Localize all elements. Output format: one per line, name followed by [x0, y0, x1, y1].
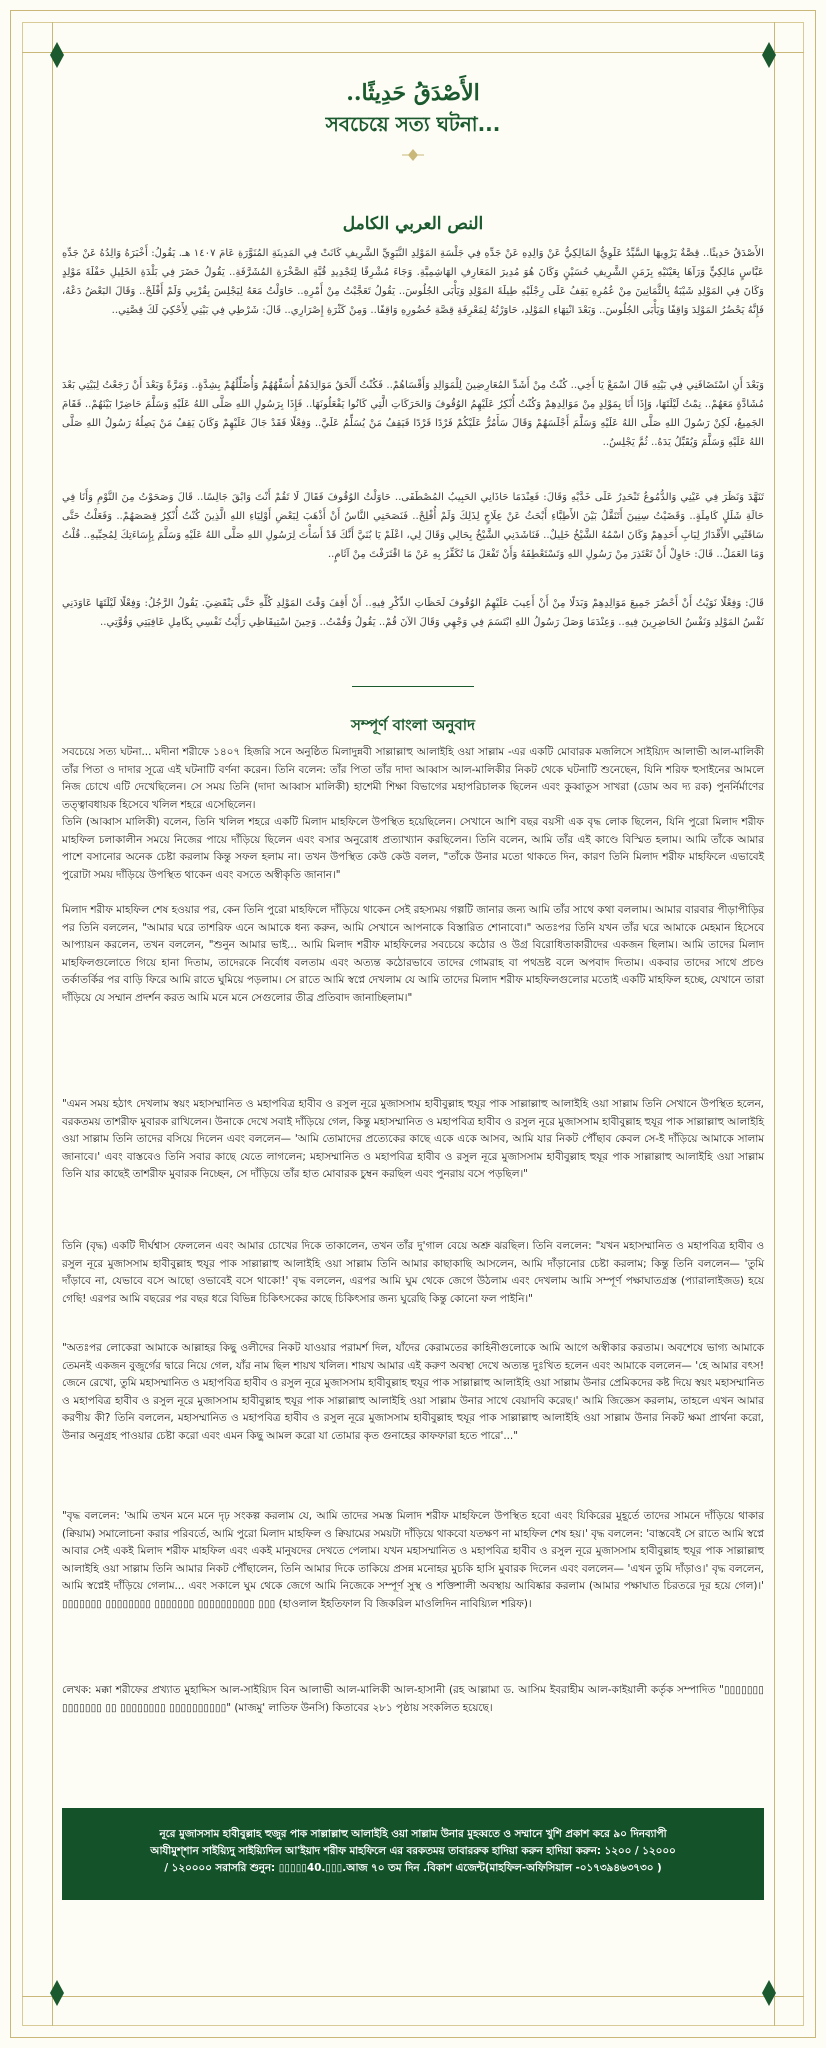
- top-rule: [22, 52, 804, 53]
- bengali-paragraph: "বৃদ্ধ বললেন: 'আমি তখন মনে মনে দৃঢ় সংকল্প করলাম যে, আমি তাদের সমস্ত মিলাদ শরীফ মাহফিলে উপস্থিত হবো এবং যিকিরের মুহূর্তে তাদের সামনে দাঁড়িয়ে থাকার (ক্বিয়াম) সমালোচনা করার পরিবর্তে, আমি পুরো মিলাদ মাহফিল ও ক্বিয়ামের সময়টা দাঁড়িয়ে থাকবো যতক্ষণ না মাহফিল শেষ হয়।' বৃদ্ধ বললেন: 'বাস্তবেই সে রাতে আমি স্বপ্নে আবার সেই একই মিলাদ শরীফ মাহফিল এবং একই মানুষদের দেখতে পেলাম। যখন মহাসম্মানিত ও মহাপবিত্র হাবীব ও রসুল নূরে মুজাসসাম হাবীবুল্লাহ হুযূর পাক সাল্লাল্লাহু আলাইহি ওয়া সাল্লাম তিনি আমার নিকট পৌঁছালেন, তিনি আমার দিকে তাকিয়ে প্রসন্ন মনোহর মুচকি হাসি মুবারক দিলেন এবং বললেন— 'এখন তুমি দাঁড়াও।' বৃদ্ধ বললেন, আমি স্বপ্নেই দাঁড়িয়ে গেলাম... এবং সকালে ঘুম থেকে জেগে আমি নিজেকে সম্পূর্ণ সুস্থ ও শক্তিশালী অবস্থায় আবিষ্কার করলাম (আমার পক্ষাঘাত চিরতরে দূর হয়ে গেল)।' ▯▯▯▯▯▯▯ ▯▯▯▯▯▯▯▯ ▯▯▯▯▯▯▯ ▯▯▯▯▯▯▯▯▯▯ ▯▯▯ (হাওলাল ইহতিফাল বি জিকরিল মাওলিদিন নাবিয়্যিল শরিফ)।: [62, 1510, 764, 1610]
- banner-line-2: আযীমুশ্শান সাইয়্যিদু সাইয়্যিদিল আ'ইয়াদ শরীফ মাহফিলে এর বরকতময় তাবাররুক হাদিয়া করুন হাদিয়া করুন: ১২০০ / ১২০০০: [150, 1845, 676, 1857]
- donation-banner: [62, 1808, 764, 1900]
- bengali-paragraph: সবচেয়ে সত্য ঘটনা... মদীনা শরীফে ১৪০৭ হিজরি সনে অনুষ্ঠিত মিলাদুন্নবী সাল্লাল্লাহু আলাইহি ওয়া সাল্লাম -এর একটি মোবারক মজলিসে সাইয়্যিদ আলাভী আল-মালিকী তাঁর পিতা ও দাদার সূত্রে এই ঘটনাটি বর্ণনা করেন। তিনি বলেন: তাঁর পিতা তাঁর দাদা আব্বাস আল-মালিকীর নিকট থেকে ঘটনাটি শুনেছেন, যিনি শরিফ হুসাইনের আমলে নিজ চোখে এটি দেখেছিলেন। সে সময় তিনি (দাদা আব্বাস মালিকী) হাশেমী শিক্ষা বিভাগের মহাপরিচালক ছিলেন এবং কুব্বাতুস সাখরা (ডোম অব দ্য রক) পুনর্নির্মাণের তত্ত্বাবধায়ক হিসেবে খলিল শহরে এসেছিলেন।: [62, 746, 764, 811]
- bengali-paragraph: তিনি (আব্বাস মালিকী) বলেন, তিনি খলিল শহরে একটি মিলাদ মাহফিলে উপস্থিত হয়েছিলেন। সেখানে আশি বছর বয়সী এক বৃদ্ধ লোক ছিলেন, যিনি পুরো মিলাদ শরীফ মাহফিল চলাকালীন সময়ে নিজের পায়ে দাঁড়িয়ে ছিলেন এবং বসার অনুরোধ প্রত্যাখ্যান করছিলেন। তিনি বলেন, আমি তাঁর এই কাণ্ডে বিস্মিত হলাম। আমি তাঁকে আমার পাশে বসানোর অনেক চেষ্টা করলাম কিন্তু সফল হলাম না। তখন উপস্থিত কেউ কেউ বলল, "তাঁকে উনার মতো থাকতে দিন, কারণ তিনি মিলাদ শরীফ মাহফিলে এভাবেই পুরোটা সময় দাঁড়িয়ে উপস্থিত থাকেন এবং বসতে অস্বীকৃতি জানান।": [62, 816, 764, 881]
- inner-border: [22, 22, 804, 2026]
- arabic-paragraph: وَبَعْدَ أَنِ اسْتَضَافَنِي فِي بَيْتِهِ قَالَ اسْمَعْ يَا أَخِي.. كُنْتُ مِنْ أَشَدِّ المُعَارِضِينَ لِلْمَوَالِدِ وَأَقْسَاهُمْ.. فَكُنْتُ أَلْحَقُ مَوَالِدَهُمْ أُسَفِّهُهُمْ وَأُضَلِّلُهُمْ بِشِدَّةٍ.. وَمَرَّةً وَبَعْدَ أَنْ رَجَعْتُ لِبَيْتِي بَعْدَ مُشَادَّةٍ مَعَهُمْ.. نِمْتُ لَيْلَتَهَا، وَإِذَا أَنَا بِمَوْلِدٍ مِنْ مَوَالِدِهِمْ وَكُنْتُ أُنْكِرُ عَلَيْهِمُ الوُقُوفَ وَالحَرَكَاتِ الَّتِي كَانُوا يَفْعَلُونَهَا.. فَإِذَا بِرَسُولِ اللهِ صَلَّى اللهُ عَلَيْهِ وَسَلَّمَ حَاضِرًا بَيْنَهُمْ.. فَقَامَ الجَمِيعُ، لَكِنْ رَسُولَ اللهِ صَلَّى اللهُ عَلَيْهِ وَسَلَّمَ أَجْلَسَهُمْ وَقَالَ سَأَمُرُّ عَلَيْكُمْ فَرْدًا فَرْدًا فَيَقِفُ مَنْ يُسَلِّمُ عَلَيَّ.. وَفِعْلًا فَقَدْ جَالَ عَلَيْهِمْ وَكَانَ يَقِفُ مَنْ يَصِلُهُ رَسُولُ اللهِ صَلَّى اللهُ عَلَيْهِ وَسَلَّمَ وَيُقَبِّلُ يَدَهُ.. ثُمَّ يَجْلِسُ..: [62, 380, 764, 448]
- divider-ornament-icon: [402, 148, 424, 162]
- left-rule: [52, 22, 53, 2026]
- bengali-section-heading: সম্পূর্ণ বাংলা অনুবাদ: [350, 716, 475, 734]
- banner-line-3: / ১২০০০০ সরাসরি শুনুন: ▯▯▯▯▯40.▯▯▯.আজ ৭০ তম দিন .বিকাশ এজেন্ট(মাহফিল-অফিসিয়াল -০১৭৩৯৪৬৩৭৩০ ): [164, 1862, 662, 1874]
- bengali-paragraph: "অতঃপর লোকেরা আমাকে আল্লাহর কিছু ওলীদের নিকট যাওয়ার পরামর্শ দিল, যাঁদের কেরামতের কাহিনীগুলোকে আমি আগে অস্বীকার করতাম। অবশেষে ভাগ্য আমাকে তেমনই একজন বুজুর্গের দ্বারে নিয়ে গেল, যাঁর নাম ছিল শায়খ খলিল। শায়খ আমার এই করুণ অবস্থা দেখে অত্যন্ত দুঃখিত হলেন এবং আমাকে বললেন— 'হে আমার বৎস! জেনে রেখো, তুমি মহাসম্মানিত ও মহাপবিত্র হাবীব ও রসুল নূরে মুজাসসাম হাবীবুল্লাহ হুযূর পাক সাল্লাল্লাহু আলাইহি ওয়া সাল্লাম উনার প্রেমিকদের কষ্ট দিয়ে স্বয়ং মহাসম্মানিত ও মহাপবিত্র হাবীব ও রসুল নূরে মুজাসসাম হাবীবুল্লাহ হুযূর পাক সাল্লাল্লাহু আলাইহি ওয়া সাল্লাম উনার সাথে বেয়াদবি করেছ।' আমি জিজ্ঞেস করলাম, তাহলে এখন আমার করণীয় কী? তিনি বললেন, মহাসম্মানিত ও মহাপবিত্র হাবীব ও রসুল নূরে মুজাসসাম হাবীবুল্লাহ হুযূর পাক সাল্লাল্লাহু আলাইহি ওয়া সাল্লাম উনার নিকট ক্ষমা প্রার্থনা করো, উনার অনুগ্রহ পাওয়ার চেষ্টা করো এবং এমন কিছু আমল করো যা তোমার কৃত গুনাহের কাফফারা হতে পারে'...": [62, 1342, 764, 1442]
- arabic-paragraph: الأَصْدَقُ حَدِيثًا.. قِصَّةٌ يَرْوِيهَا السَّيِّدُ عَلَوِيُّ المَالِكِيُّ عَنْ وَالِدِهِ عَنْ جَدِّهِ فِي جَلْسَةِ المَوْلِدِ النَّبَوِيِّ الشَّرِيفِ كَانَتْ فِي المَدِينَةِ المُنَوَّرَةِ عَامَ ١٤٠٧ هـ. يَقُولُ: أَخْبَرَهُ وَالِدُهُ عَنْ جَدِّهِ عَبَّاسٍ مَالِكِيٍّ وَرَآهَا بِعَيْنَيْهِ بِزَمَنِ الشَّرِيفِ حُسَيْنٍ وَكَانَ هُوَ مُدِيرَ المَعَارِفِ الهَاشِمِيَّةِ. وَجَاءَ مُشْرِفًا لِتَجْدِيدِ قُبَّةِ الصَّخْرَةِ المُشَرَّفَةِ.. يَقُولُ حَضَرَ فِي بَلْدَةِ الخَلِيلِ حَفْلَةَ مَوْلِدٍ وَكَانَ فِي المَوْلِدِ شَيْبَةٌ بِالثَّمَانِينَ مِنْ عُمُرِهِ يَقِفُ عَلَى رِجْلَيْهِ طِيلَةَ المَوْلِدِ وَيَأْبَى الجُلُوسَ.. يَقُولُ تَعَجَّبْتُ مِنْ أَمْرِهِ.. حَاوَلْتُ مَعَهُ لِيَجْلِسَ بِقُرْبِي وَلَمْ أَفْلَحْ.. وَقَالَ البَعْضُ دَعْهُ، فَإِنَّهُ يَحْضُرُ المَوْلِدَ وَاقِفًا وَيَأْبَى الجُلُوسَ.. وَبَعْدَ انْتِهَاءِ المَوْلِدِ، حَاوَرْتُهُ لِمَعْرِفَةِ قِصَّةِ حُضُورِهِ وَاقِفًا.. وَمِنْ كَثْرَةِ إِصْرَارِي.. قَالَ: شَرْطِي فِي بَيْتِي لِأَحْكِيَ لَكَ قِصَّتِي..: [62, 248, 764, 316]
- diamond-ornament-bottom-right-icon: [762, 1980, 776, 2006]
- banner-line-1: নূরে মুজাসসাম হাবীবুল্লাহ হুজুর পাক সাল্লাল্লাহু আলাইহি ওয়া সাল্লাম উনার মুহব্বতে ও সম্মানে খুশি প্রকাশ করে ৯০ দিনব্যাপী: [159, 1828, 667, 1840]
- section-separator: [352, 686, 474, 687]
- arabic-section-heading: النص العربي الكامل: [342, 214, 484, 234]
- bengali-paragraph: তিনি (বৃদ্ধ) একটি দীর্ঘশ্বাস ফেললেন এবং আমার চোখের দিকে তাকালেন, তখন তাঁর দু'গাল বেয়ে অশ্রু ঝরছিল। তিনি বললেন: "যখন মহাসম্মানিত ও মহাপবিত্র হাবীব ও রসুল নূরে মুজাসসাম হাবীবুল্লাহ হুযূর পাক সাল্লাল্লাহু আলাইহি ওয়া সাল্লাম তিনি আমার কাছাকাছি আসলেন, আমি দাঁড়ানোর চেষ্টা করলাম; কিন্তু তিনি বললেন— 'তুমি দাঁড়াবে না, যেভাবে বসে আছো ওভাবেই বসে থাকো!' বৃদ্ধ বললেন, এরপর আমি ঘুম থেকে জেগে উঠলাম এবং দেখলাম আমি সম্পূর্ণ পক্ষাঘাতগ্রস্ত (প্যারালাইজড) হয়ে গেছি! এরপর আমি বছরের পর বছর ধরে বিভিন্ন চিকিৎসকের কাছে চিকিৎসার জন্য ঘুরেছি কিন্তু কোনো ফল পাইনি।": [62, 1240, 764, 1305]
- main-title-bengali: সবচেয়ে সত্য ঘটনা...: [325, 112, 501, 136]
- right-rule: [774, 22, 775, 2026]
- diamond-ornament-top-left-icon: [50, 42, 64, 68]
- bengali-paragraph-author-note: লেখক: মক্কা শরীফের প্রখ্যাত মুহাদ্দিস আল-সাইয়্যিদ বিন আলাভী আল-মালিকী আল-হাসানী (রহ আল্লামা ড. আসিম ইবরাহীম আল-কাইয়ালী কর্তৃক সম্পাদিত "▯▯▯▯▯▯▯ ▯▯▯▯▯▯▯ ▯▯ ▯▯▯▯▯▯▯▯ ▯▯▯▯▯▯▯▯▯▯" (মাজমু' লাতিফ উনসি) কিতাবের ২৮১ পৃষ্ঠায় সংকলিত হয়েছে।: [62, 1684, 764, 1714]
- bengali-paragraph: "এমন সময় হঠাৎ দেখলাম স্বয়ং মহাসম্মানিত ও মহাপবিত্র হাবীব ও রসুল নূরে মুজাসসাম হাবীবুল্লাহ হুযূর পাক সাল্লাল্লাহু আলাইহি ওয়া সাল্লাম তিনি সেখানে উপস্থিত হলেন, বরকতময় তাশরীফ মুবারক রাখিলেন। উনাকে দেখে সবাই দাঁড়িয়ে গেল, কিন্তু মহাসম্মানিত ও মহাপবিত্র হাবীব ও রসুল নূরে মুজাসসাম হাবীবুল্লাহ হুযূর পাক সাল্লাল্লাহু আলাইহি ওয়া সাল্লাম তিনি তাদের বসিয়ে দিলেন এবং বললেন— 'আমি তোমাদের প্রত্যেকের কাছে একে একে আসব, আমি যার নিকট পৌঁছাব কেবল সে-ই দাঁড়িয়ে আমাকে সালাম জানাবে।' এবং বাস্তবেও তিনি সবার কাছে যেতে লাগলেন; মহাসম্মানিত ও মহাপবিত্র হাবীব ও রসুল নূরে মুজাসসাম হাবীবুল্লাহ হুযূর পাক সাল্লাল্লাহু আলাইহি ওয়া সাল্লাম তিনি যার কাছেই তাশরীফ মুবারক নিচ্ছেন, সে দাঁড়িয়ে তাঁর হাত মোবারক চুম্বন করছিল এবং পুনরায় বসে পড়ছিল।": [62, 1098, 764, 1180]
- diamond-ornament-bottom-left-icon: [50, 1980, 64, 2006]
- arabic-paragraph: تَنَهَّدَ وَنَظَرَ فِي عَيْنِي وَالدُّمُوعُ تَنْحَدِرُ عَلَى خَدَّيْهِ وَقَالَ: فَعِنْدَمَا حَاذَانِي الحَبِيبُ المُصْطَفَى.. حَاوَلْتُ الوُقُوفَ فَقَالَ لَا تَقُمْ أَنْتَ وَابْقَ جَالِسًا.. قَالَ وَصَحَوْتُ مِنَ النَّوْمِ وَأَنَا فِي حَالَةِ شَلَلٍ كَامِلَةٍ.. وَقَضَيْتُ سِنِينَ أَتَنَقَّلُ بَيْنَ الأَطِبَّاءِ أَبْحَثُ عَنْ عِلَاجٍ لِذَلِكَ وَلَمْ أُفْلِحْ.. فَنَصَحَنِي النَّاسُ أَنْ أَذْهَبَ لِبَعْضِ أَوْلِيَاءِ اللهِ الَّذِينَ كُنْتُ أُنْكِرُ قِصَصَهُمْ.. وَفَعَلْتُ حَتَّى سَاقَتْنِي الأَقْدَارُ لِبَابِ أَحَدِهِمْ وَكَانَ اسْمُهُ الشَّيْخُ خَلِيلٌ.. فَنَاشَدَنِي الشَّيْخُ بِحَالِي وَقَالَ لِي، اعْلَمْ يَا بُنَيَّ أَنَّكَ قَدْ أَسَأْتَ لِرَسُولِ اللهِ صَلَّى اللهُ عَلَيْهِ وَسَلَّمَ بِإِسَاءَتِكَ لِمُحِبِّيهِ.. قُلْتُ وَمَا العَمَلُ.. قَالَ: حَاوِلْ أَنْ تَعْتَذِرَ مِنْ رَسُولِ اللهِ وَتَسْتَعْطِفَهُ وَأَنْ تَفْعَلَ مَا تُكَفِّرُ بِهِ عَنْ مَا اقْتَرَفْتَ مِنْ آثَامٍ..: [62, 492, 765, 560]
- diamond-ornament-top-right-icon: [762, 42, 776, 68]
- bengali-paragraph: মিলাদ শরীফ মাহফিল শেষ হওয়ার পর, কেন তিনি পুরো মাহফিলে দাঁড়িয়ে থাকেন সেই রহস্যময় গল্পটি জানার জন্য আমি তাঁর সাথে কথা বললাম। আমার বারবার পীড়াপীড়ির পর তিনি বললেন, "আমার ঘরে তাশরিফ এনে আমাকে ধন্য করুন, আমি সেখানে আপনাকে বিস্তারিত শোনাবো।" অতঃপর তিনি যখন তাঁর ঘরে আমাকে মেহমান হিসেবে আপ্যায়ন করলেন, তখন বললেন, "শুনুন আমার ভাই... আমি মিলাদ শরীফ মাহফিলের সবচেয়ে কঠোর ও উগ্র বিরোধিতাকারীদের একজন ছিলাম। আমি তাদের মিলাদ মাহফিলগুলোতে গিয়ে হানা দিতাম, তাদেরকে নির্বোধ বলতাম এবং অত্যন্ত কঠোরভাবে তাদের গোমরাহ বা পথভ্রষ্ট বলে অপবাদ দিতাম। একবার তাদের সাথে প্রচণ্ড তর্কাতর্কির পর বাড়ি ফিরে আমি রাতে ঘুমিয়ে পড়লাম। সে রাতে আমি স্বপ্নে দেখলাম যে আমি তাদের মিলাদ শরীফ মাহফিলগুলোর মতোই একটি মাহফিল হচ্ছে, যেখানে তারা দাঁড়িয়ে যে সম্মান প্রদর্শন করত আমি মনে মনে সেগুলোর তীব্র প্রতিবাদ জানাচ্ছিলাম।": [62, 904, 764, 1004]
- bottom-rule: [22, 1996, 804, 1997]
- main-title-arabic: الأَصْدَقُ حَدِيثًا..: [346, 80, 480, 106]
- arabic-paragraph: قَالَ: وَفِعْلًا نَوَيْتُ أَنْ أَحْضُرَ جَمِيعَ مَوَالِدِهِمْ وَبَدَلًا مِنْ أَنْ أَعِيبَ عَلَيْهِمُ الوُقُوفَ لَحَظَاتِ الذِّكْرِ فِيهِ.. أَنْ أَقِفَ وَقْتَ المَوْلِدِ كُلِّهِ حَتَّى يَنْقَضِيَ. يَقُولُ الرَّجُلُ: وَفِعْلًا لَيْلَتَهَا عَاوَدَنِي نَفْسُ المَوْلِدِ وَنَفْسُ الحَاضِرِينَ فِيهِ.. وَعِنْدَمَا وَصَلَ رَسُولُ اللهِ ابْتَسَمَ فِي وَجْهِي وَقَالَ الآنَ قُمْ.. يَقُولُ وَقُمْتُ.. وَحِينَ اسْتِيقَاظِي رَأَيْتُ نَفْسِي بِكَامِلِ عَافِيَتِي وَقُوَّتِي..: [62, 598, 764, 628]
